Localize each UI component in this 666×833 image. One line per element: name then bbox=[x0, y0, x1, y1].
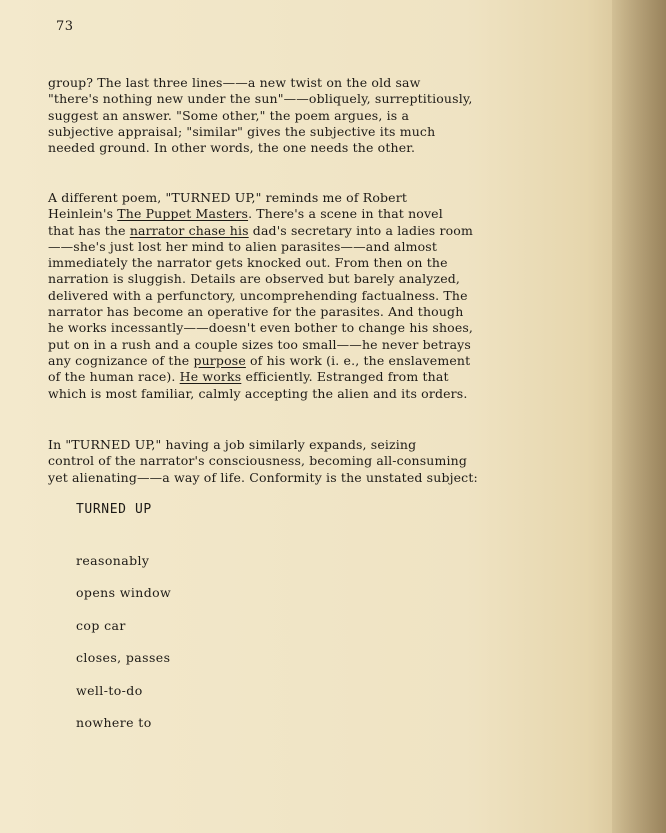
poem-line: cop car bbox=[76, 618, 126, 633]
paragraph-2-line: which is most familiar, calmly accepting the alien and its orders. bbox=[48, 385, 468, 401]
book-title-underlined: The Puppet Masters bbox=[117, 206, 249, 222]
paragraph-3-line: yet alienating——a way of life. Conformity is the unstated subject: bbox=[48, 469, 478, 485]
poem-title: TURNED UP bbox=[76, 502, 152, 517]
text-span: . There's a scene in that novel bbox=[248, 206, 443, 222]
paragraph-2-line: A different poem, "TURNED UP," reminds me of Robert bbox=[48, 190, 407, 205]
paragraph-1-line: suggest an answer. "Some other," the poem argues, is a bbox=[48, 107, 410, 123]
paragraph-3-line: control of the narrator's consciousness, becoming all-consuming bbox=[48, 453, 467, 469]
paragraph-1 bbox=[48, 75, 596, 156]
poem-line: opens window bbox=[76, 585, 172, 600]
paragraph-2-line: delivered with a perfunctory, uncomprehending factualness. The bbox=[48, 287, 468, 303]
paragraph-1-line: "there's nothing new under the sun"——obliquely, surreptitiously, bbox=[48, 91, 473, 107]
text-span: of his work (i. e., the enslavement bbox=[245, 352, 471, 368]
paragraph-2-line bbox=[48, 353, 596, 369]
paragraph-3-line: In "TURNED UP," having a job similarly expands, seizing bbox=[48, 437, 417, 452]
paragraph-2 bbox=[48, 190, 596, 402]
text-span: that has the bbox=[48, 222, 130, 238]
underlined-phrase: purpose bbox=[193, 352, 246, 368]
paragraph-1-line: group? The last three lines——a new twist on the old saw bbox=[48, 75, 421, 90]
paragraph-2-line: narrator has become an operative for the parasites. And though bbox=[48, 304, 464, 320]
poem-line: well-to-do bbox=[76, 683, 143, 698]
paragraph-1-line: subjective appraisal; "similar" gives the subjective its much bbox=[48, 123, 436, 139]
paragraph-2-line bbox=[48, 206, 596, 222]
poem-line: reasonably bbox=[76, 553, 150, 568]
underlined-phrase: narrator chase his bbox=[129, 222, 249, 238]
text-span: efficiently. Estranged from that bbox=[241, 369, 449, 385]
page-number: 73 bbox=[56, 19, 74, 34]
paragraph-2-line: put on in a rush and a couple sizes too small——he never betrays bbox=[48, 336, 471, 352]
underlined-phrase: He works bbox=[179, 369, 242, 385]
page-gutter-shadow bbox=[612, 0, 666, 833]
text-span: any cognizance of the bbox=[48, 352, 194, 368]
paragraph-2-line bbox=[48, 369, 596, 385]
poem-line: closes, passes bbox=[76, 650, 171, 665]
text-span: Heinlein's bbox=[48, 206, 118, 222]
paragraph-2-line: he works incessantly——doesn't even bother to change his shoes, bbox=[48, 320, 474, 336]
paragraph-2-line: immediately the narrator gets knocked out. From then on the bbox=[48, 255, 448, 271]
paragraph-2-line bbox=[48, 223, 596, 239]
paragraph-2-line: narration is sluggish. Details are observed but barely analyzed, bbox=[48, 271, 461, 287]
text-span: dad's secretary into a ladies room bbox=[248, 222, 473, 238]
paragraph-1-line: needed ground. In other words, the one needs the other. bbox=[48, 140, 416, 156]
paragraph-2-line: ——she's just lost her mind to alien parasites——and almost bbox=[48, 238, 438, 254]
paragraph-3 bbox=[48, 437, 596, 486]
poem-line: nowhere to bbox=[76, 715, 152, 730]
text-span: of the human race). bbox=[48, 369, 180, 385]
